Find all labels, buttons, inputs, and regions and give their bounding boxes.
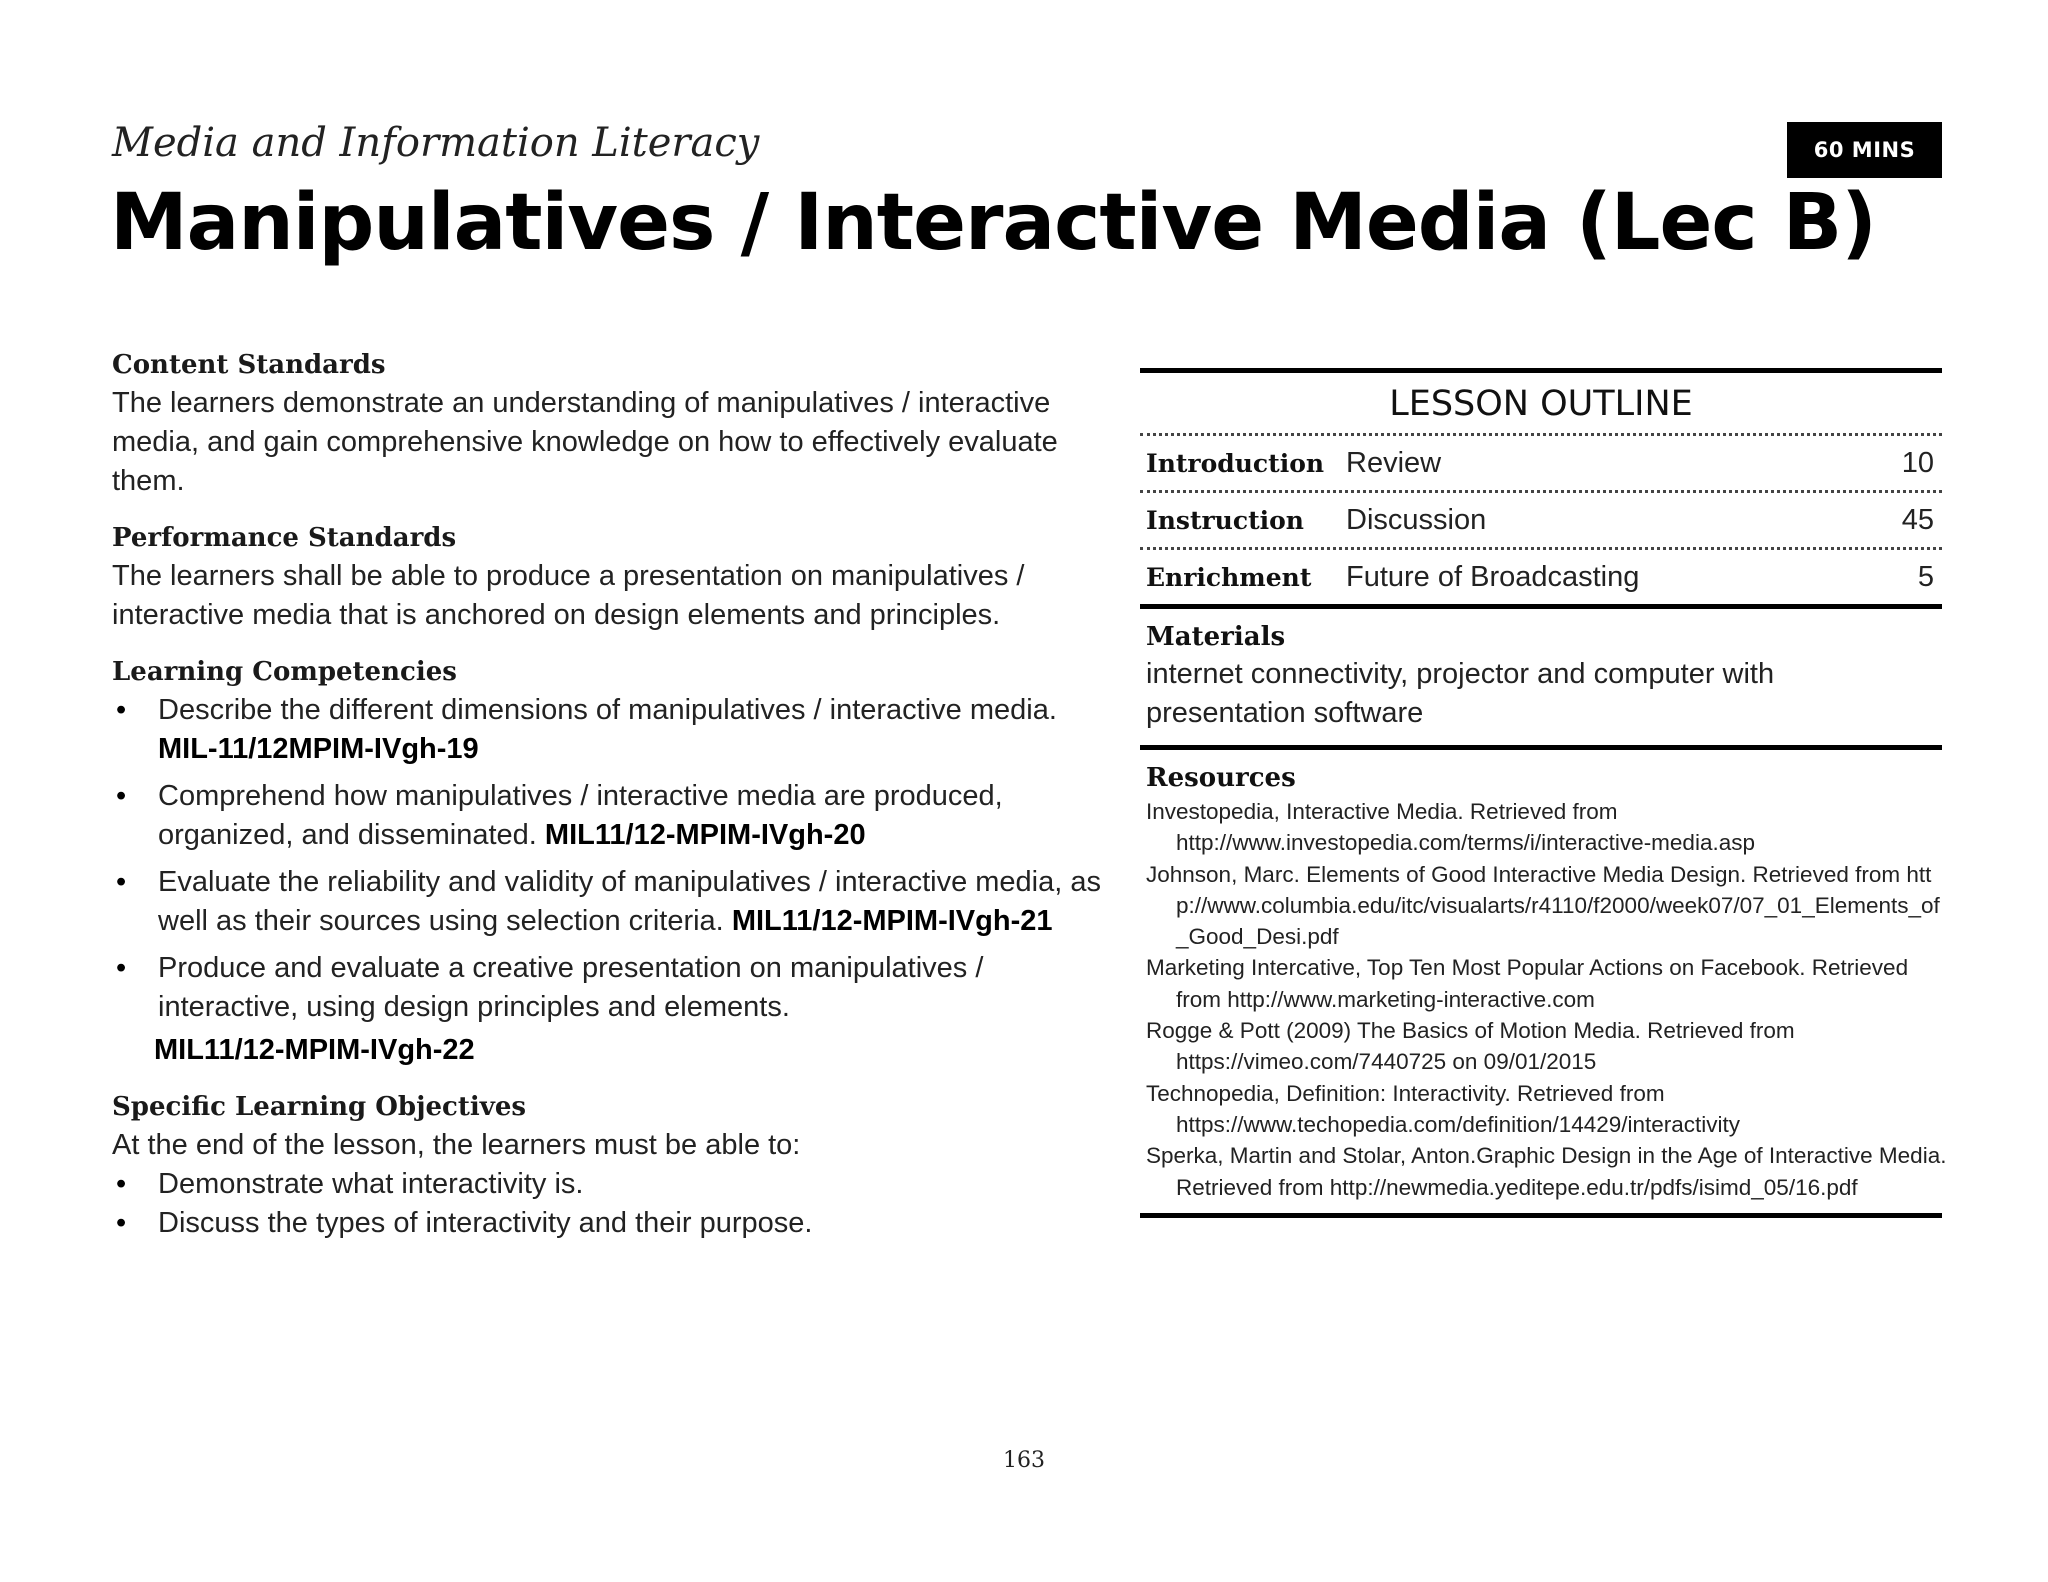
outline-minutes: 45 xyxy=(1901,503,1934,536)
content-standards-heading: Content Standards xyxy=(112,350,386,380)
outline-activity: Future of Broadcasting xyxy=(1346,560,1640,593)
resources-section xyxy=(1140,750,1947,1213)
learning-competencies-section xyxy=(112,653,1112,1070)
competency-text: Describe the different dimensions of manipulatives / interactive media. xyxy=(158,694,1057,726)
competency-code: MIL11/12-MPIM-IVgh-22 xyxy=(154,1034,475,1066)
materials-section xyxy=(1140,609,1942,745)
competencies-list xyxy=(112,691,1112,1027)
content-standards-section xyxy=(112,346,1112,501)
list-item xyxy=(112,1204,1112,1243)
outline-minutes: 5 xyxy=(1917,560,1934,593)
bullet-icon: • xyxy=(116,952,127,984)
duration-badge: 60 MINS xyxy=(1787,122,1942,178)
bullet-icon: • xyxy=(116,1207,127,1239)
competency-code: MIL11/12-MPIM-IVgh-20 xyxy=(544,819,866,851)
list-item xyxy=(112,777,1018,855)
list-item: Technopedia, Definition: Interactivity. Retrieved from https://www.techopedia.com/definition/14429/interactivity xyxy=(1146,1080,1741,1137)
outline-phase: Enrichment xyxy=(1146,562,1312,592)
subject-title: Media and Information Literacy xyxy=(112,120,760,166)
performance-standards-section xyxy=(112,519,1112,635)
performance-standards-heading: Performance Standards xyxy=(112,523,457,553)
page-number: 163 xyxy=(1003,1448,1045,1473)
outline-activity: Review xyxy=(1346,446,1442,479)
competency-text: Comprehend how manipulatives / interactive media are produced, organized, and disseminated. xyxy=(158,780,1003,851)
outline-row xyxy=(1140,493,1942,547)
specific-objectives-intro: At the end of the lesson, the learners must be able to: xyxy=(112,1129,801,1161)
outline-row xyxy=(1140,550,1942,604)
list-item xyxy=(112,1165,1112,1204)
outline-activity: Discussion xyxy=(1346,503,1487,536)
competency-text: Produce and evaluate a creative presentation on manipulatives / interactive, using design principles and elements. xyxy=(158,952,984,1023)
materials-text: internet connectivity, projector and computer with presentation software xyxy=(1146,658,1775,729)
performance-standards-text: The learners shall be able to produce a presentation on manipulatives / interactive media that is anchored on design elements and principles. xyxy=(112,560,1025,631)
materials-heading: Materials xyxy=(1146,622,1286,652)
outline-phase: Introduction xyxy=(1146,448,1325,478)
specific-objectives-heading: Specific Learning Objectives xyxy=(112,1092,527,1122)
list-item xyxy=(112,949,1018,1027)
list-item: Sperka, Martin and Stolar, Anton.Graphic Design in the Age of Interactive Media. Retrieved from http://newmedia.yeditepe.edu.tr/pdfs/isimd_05/16.pdf xyxy=(1146,1143,1947,1200)
list-item xyxy=(112,691,1158,769)
divider xyxy=(1140,1213,1942,1218)
list-item: Johnson, Marc. Elements of Good Interactive Media Design. Retrieved from http://www.columbia.edu/itc/visualarts/r4110/f2000/week07/07_01_Elements_of_Good_Desi.pdf xyxy=(1146,861,1940,950)
list-item xyxy=(112,863,1158,941)
lesson-outline-title: LESSON OUTLINE xyxy=(1389,384,1693,424)
bullet-icon: • xyxy=(116,780,127,812)
bullet-icon: • xyxy=(116,866,127,898)
outline-column xyxy=(1140,368,1947,1218)
outline-row xyxy=(1140,436,1942,490)
lesson-title: Manipulatives / Interactive Media (Lec B) xyxy=(110,178,1876,268)
learning-competencies-heading: Learning Competencies xyxy=(112,657,457,687)
standards-column xyxy=(112,346,1112,1261)
list-item: Rogge & Pott (2009) The Basics of Motion Media. Retrieved from https://vimeo.com/7440725 on 09/01/2015 xyxy=(1146,1018,1795,1075)
specific-objectives-section xyxy=(112,1088,1112,1243)
bullet-icon: • xyxy=(116,1168,127,1200)
objective-text: Demonstrate what interactivity is. xyxy=(158,1168,584,1200)
competency-code: MIL-11/12MPIM-IVgh-19 xyxy=(158,733,479,765)
resources-list xyxy=(1146,796,1947,1203)
list-item: Marketing Intercative, Top Ten Most Popular Actions on Facebook. Retrieved from http://www.marketing-interactive.com xyxy=(1146,955,1909,1012)
content-standards-text: The learners demonstrate an understanding of manipulatives / interactive media, and gain comprehensive knowledge on how to effectively evaluate them. xyxy=(112,387,1058,497)
competency-text: Evaluate the reliability and validity of manipulatives / interactive media, as well as their sources using selection criteria. xyxy=(158,866,1101,937)
objectives-list xyxy=(112,1165,1112,1243)
list-item: Investopedia, Interactive Media. Retrieved from http://www.investopedia.com/terms/i/interactive-media.asp xyxy=(1146,799,1755,856)
outline-minutes: 10 xyxy=(1901,446,1934,479)
competency-code: MIL11/12-MPIM-IVgh-21 xyxy=(731,905,1053,937)
outline-phase: Instruction xyxy=(1146,505,1304,535)
resources-heading: Resources xyxy=(1146,763,1296,793)
objective-text: Discuss the types of interactivity and their purpose. xyxy=(158,1207,813,1239)
bullet-icon: • xyxy=(116,694,127,726)
